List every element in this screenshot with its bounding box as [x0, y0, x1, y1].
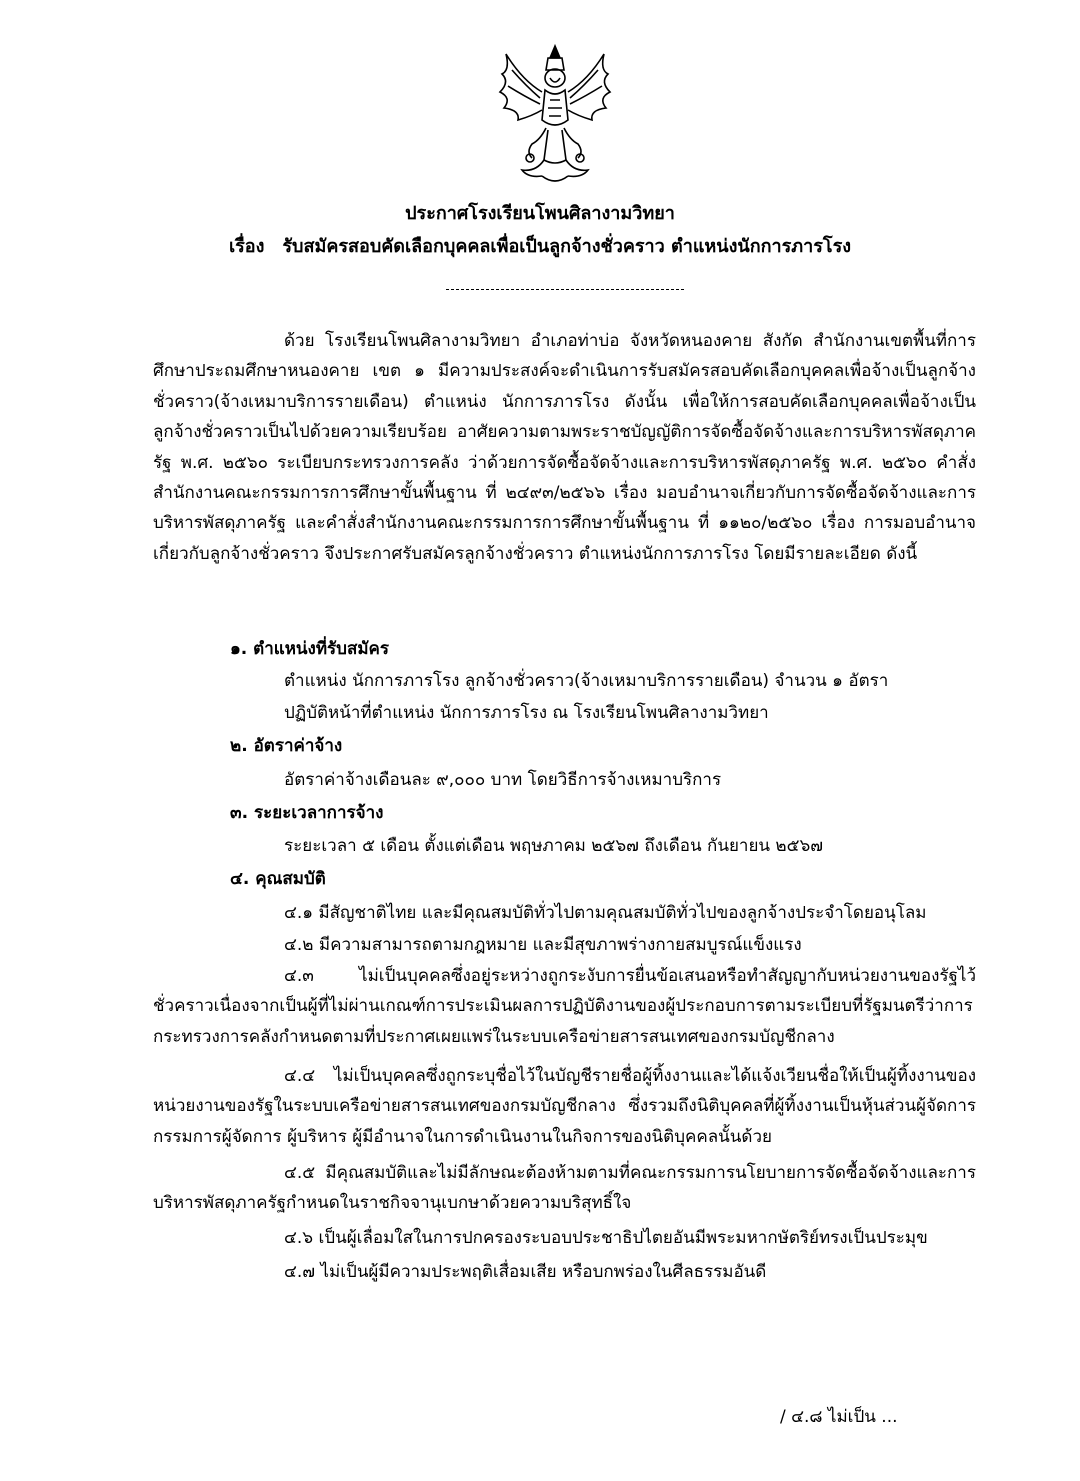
qualification-item: ๔.๒ มีความสามารถตามกฎหมาย และมีสุขภาพร่างกายสมบูรณ์แข็งแรง	[284, 935, 802, 955]
wage-detail-line: อัตราค่าจ้างเดือนละ ๙,๐๐๐ บาท โดยวิธีการจ้างเหมาบริการ	[284, 770, 722, 790]
subject-label: เรื่อง	[228, 236, 265, 257]
section-heading-duration: ๓. ระยะเวลาการจ้าง	[230, 803, 384, 823]
title-divider	[446, 289, 684, 290]
intro-paragraph: ด้วย โรงเรียนโพนศิลางามวิทยา อำเภอท่าบ่อ จังหวัดหนองคาย สังกัด สำนักงานเขตพื้นที่การศึกษาประถมศึกษาหนองคาย เขต ๑ มีความประสงค์จะดำเนินการรับสมัครสอบคัดเลือกบุคคลเพื่อจ้างเป็นลูกจ้างชั่วคราว(จ้างเหมาบริการรายเดือน) ตำแหน่ง นักการภารโรง ดังนั้น เพื่อให้การสอบคัดเลือกบุคคลเพื่อจ้างเป็นลูกจ้างชั่วคราวเป็นไปด้วยความเรียบร้อย อาศัยความตามพระราชบัญญัติการจัดซื้อจัดจ้างและการบริหารพัสดุภาครัฐ พ.ศ. ๒๕๖๐ ระเบียบกระทรวงการคลัง ว่าด้วยการจัดซื้อจัดจ้างและการบริหารพัสดุภาครัฐ พ.ศ. ๒๕๖๐ คำสั่งสำนักงานคณะกรรมการการศึกษาขั้นพื้นฐาน ที่ ๒๔๙๓/๒๕๖๖ เรื่อง มอบอำนาจเกี่ยวกับการจัดซื้อจัดจ้างและการบริหารพัสดุภาครัฐ และคำสั่งสำนักงานคณะกรรมการการศึกษาขั้นพื้นฐาน ที่ ๑๑๒๐/๒๕๖๐ เรื่อง การมอบอำนาจเกี่ยวกับลูกจ้างชั่วคราว จึงประกาศรับสมัครลูกจ้างชั่วคราว ตำแหน่งนักการภารโรง โดยมีรายละเอียด ดังนี้	[153, 331, 976, 564]
announcement-title: ประกาศโรงเรียนโพนศิลางามวิทยา	[405, 203, 675, 224]
position-detail-line: ตำแหน่ง นักการภารโรง ลูกจ้างชั่วคราว(จ้างเหมาบริการรายเดือน) จำนวน ๑ อัตรา	[284, 671, 889, 691]
section-heading-wage: ๒. อัตราค่าจ้าง	[230, 736, 343, 756]
qualification-item: ๔.๗ ไม่เป็นผู้มีความประพฤติเสื่อมเสีย หรือบกพร่องในศีลธรรมอันดี	[284, 1262, 767, 1282]
announcement-subject: รับสมัครสอบคัดเลือกบุคคลเพื่อเป็นลูกจ้างชั่วคราว ตำแหน่งนักการภารโรง	[282, 236, 852, 257]
qualification-item: ๔.๓ ไม่เป็นบุคคลซึ่งอยู่ระหว่างถูกระงับการยื่นข้อเสนอหรือทำสัญญากับหน่วยงานของรัฐไว้ชั่วคราวเนื่องจากเป็นผู้ที่ไม่ผ่านเกณฑ์การประเมินผลการปฏิบัติงานของผู้ประกอบการตามระเบียบที่รัฐมนตรีว่าการกระทรวงการคลังกำหนดตามที่ประกาศเผยแพร่ในระบบเครือข่ายสารสนเทศของกรมบัญชีกลาง	[153, 966, 976, 1047]
qualification-item: ๔.๔ ไม่เป็นบุคคลซึ่งถูกระบุชื่อไว้ในบัญชีรายชื่อผู้ทิ้งงานและได้แจ้งเวียนชื่อให้เป็นผู้ทิ้งงานของหน่วยงานของรัฐในระบบเครือข่ายสารสนเทศของกรมบัญชีกลาง ซึ่งรวมถึงนิติบุคคลที่ผู้ทิ้งงานเป็นหุ้นส่วนผู้จัดการ กรรมการผู้จัดการ ผู้บริหาร ผู้มีอำนาจในการดำเนินงานในกิจการของนิติบุคคลนั้นด้วย	[153, 1066, 976, 1147]
position-duty-line: ปฏิบัติหน้าที่ตำแหน่ง นักการภารโรง ณ โรงเรียนโพนศิลางามวิทยา	[284, 703, 769, 723]
continuation-note: / ๔.๘ ไม่เป็น ...	[780, 1407, 898, 1427]
duration-detail-line: ระยะเวลา ๕ เดือน ตั้งแต่เดือน พฤษภาคม ๒๕๖๗ ถึงเดือน กันยายน ๒๕๖๗	[284, 836, 824, 856]
announcement-subject-line	[0, 232, 1080, 262]
section-heading-position: ๑. ตำแหน่งที่รับสมัคร	[230, 639, 390, 659]
garuda-emblem-icon	[492, 40, 618, 190]
qualification-item: ๔.๖ เป็นผู้เลื่อมใสในการปกครองระบอบประชาธิปไตยอันมีพระมหากษัตริย์ทรงเป็นประมุข	[284, 1228, 928, 1248]
section-heading-qualifications: ๔. คุณสมบัติ	[230, 869, 326, 889]
qualification-item: ๔.๕ มีคุณสมบัติและไม่มีลักษณะต้องห้ามตามที่คณะกรรมการนโยบายการจัดซื้อจัดจ้างและการบริหารพัสดุภาครัฐกำหนดในราชกิจจานุเบกษาด้วยความบริสุทธิ์ใจ	[153, 1163, 976, 1214]
qualification-item: ๔.๑ มีสัญชาติไทย และมีคุณสมบัติทั่วไปตามคุณสมบัติทั่วไปของลูกจ้างประจำโดยอนุโลม	[284, 903, 927, 923]
